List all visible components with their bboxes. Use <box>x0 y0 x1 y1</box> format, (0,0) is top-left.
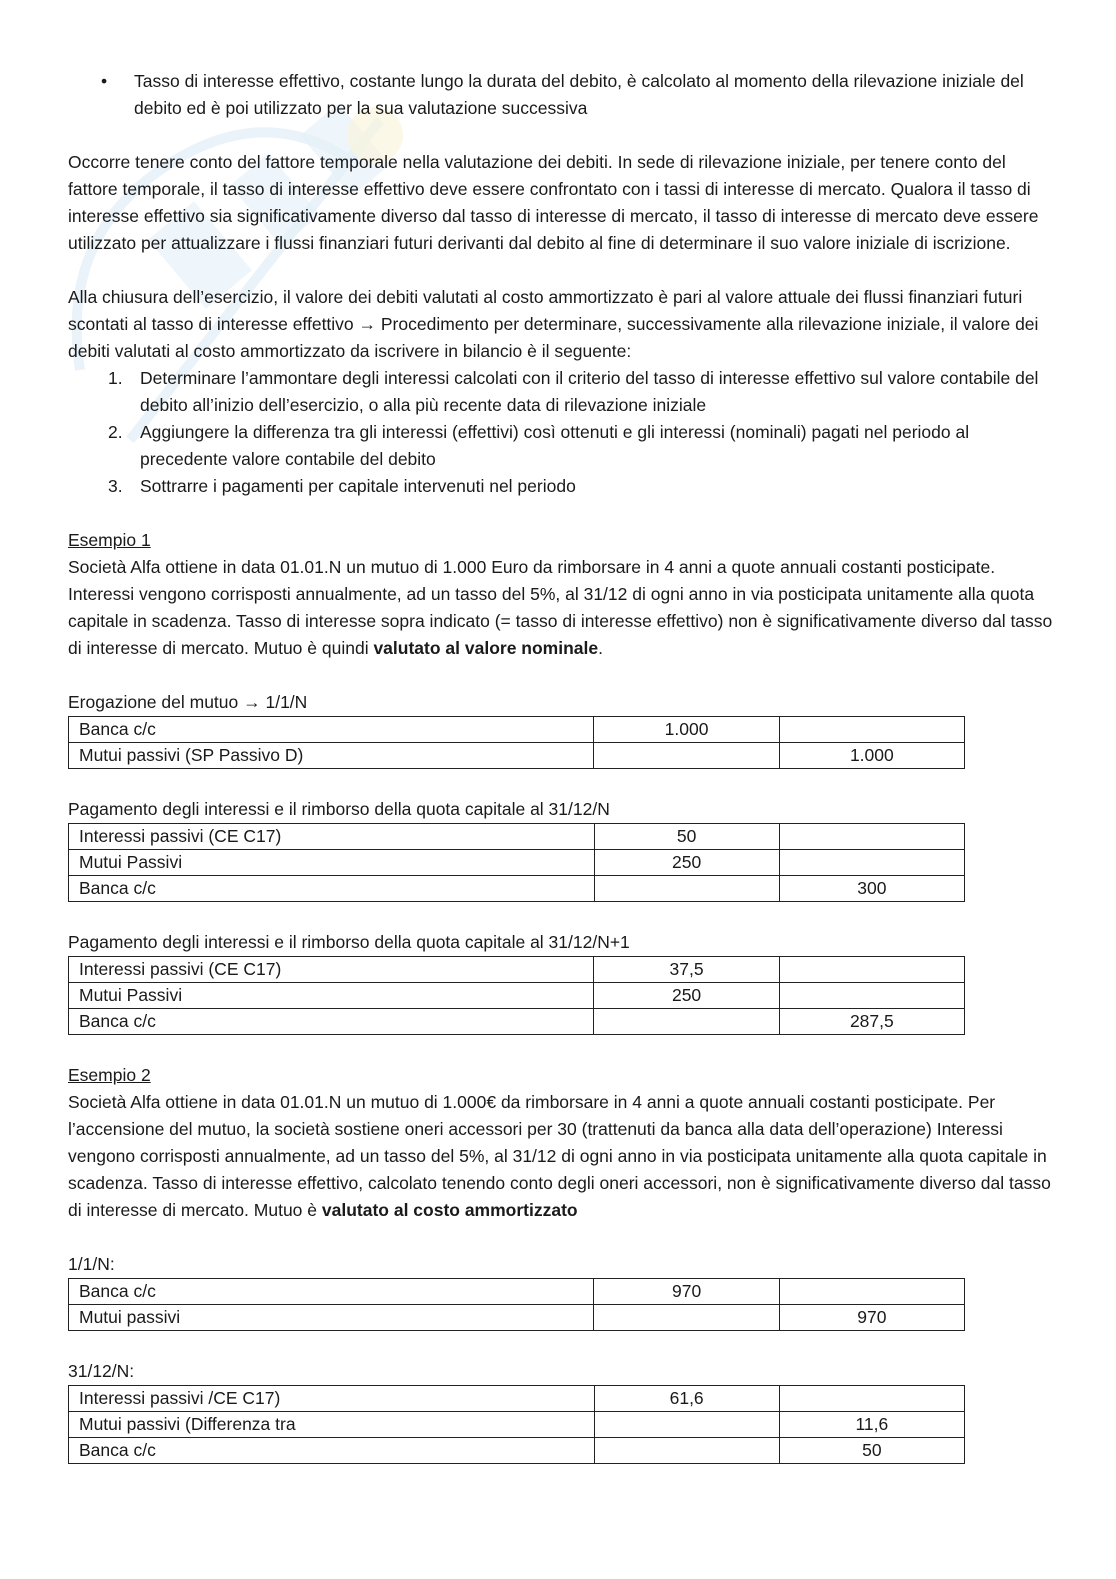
table-row: Banca c/c 970 <box>69 1279 965 1305</box>
table-row: Interessi passivi (CE C17) 37,5 <box>69 957 965 983</box>
journal-entry-table <box>68 1278 965 1331</box>
journal-entry-table <box>68 956 965 1035</box>
bullet-icon: • <box>101 71 108 91</box>
list-item <box>68 419 1058 473</box>
table-row: Mutui passivi 970 <box>69 1305 965 1331</box>
table-row: Interessi passivi (CE C17) 50 <box>69 824 965 850</box>
step-number: 3. <box>108 476 123 496</box>
example-1-bold: valutato al valore nominale <box>373 638 599 658</box>
example-1-entry-1-label: Erogazione del mutuo → 1/1/N <box>68 692 308 712</box>
journal-entry-table <box>68 1385 965 1464</box>
step-text: Sottrarre i pagamenti per capitale intervenuti nel periodo <box>140 476 576 496</box>
example-1-entry-3-label: Pagamento degli interessi e il rimborso della quota capitale al 31/12/N+1 <box>68 932 630 952</box>
example-2-text: Società Alfa ottiene in data 01.01.N un mutuo di 1.000€ da rimborsare in 4 anni a quote annuali costanti posticipate. Per l’accensione del mutuo, la società sostiene oneri accessori per 30 (trattenuti da banca alla data dell’operazione) Interessi vengono corrisposti annualmente, ad un tasso del 5%, al 31/12 di ogni anno in via posticipata unitamente alla quota capitale in scadenza. Tasso di interesse effettivo, calcolato tenendo conto degli oneri accessori, non è significativamente diverso dal tasso di interesse di mercato. Mutuo è valutato al costo ammortizzato <box>68 1092 1051 1220</box>
journal-entry-table <box>68 823 965 902</box>
document-page <box>68 68 1058 1464</box>
table-row: Banca c/c 1.000 <box>69 717 965 743</box>
example-1-heading: Esempio 1 <box>68 530 151 550</box>
table-row: Mutui Passivi 250 <box>69 850 965 876</box>
paragraph-time-factor: Occorre tenere conto del fattore temporale nella valutazione dei debiti. In sede di rilevazione iniziale, per tenere conto del fattore temporale, il tasso di interesse effettivo deve essere confrontato con i tassi di interesse di mercato. Qualora il tasso di interesse effettivo sia significativamente diverso dal tasso di interesse di mercato, il tasso di interesse di mercato deve essere utilizzato per attualizzare i flussi finanziari futuri derivanti dal debito al fine di determinare il suo valore iniziale di iscrizione. <box>68 152 1039 253</box>
table-row: Banca c/c 50 <box>69 1438 965 1464</box>
table-row: Interessi passivi /CE C17) 61,6 <box>69 1386 965 1412</box>
table-row: Mutui passivi (Differenza tra 11,6 <box>69 1412 965 1438</box>
example-1-text: Società Alfa ottiene in data 01.01.N un mutuo di 1.000 Euro da rimborsare in 4 anni a quote annuali costanti posticipate. Interessi vengono corrisposti annualmente, ad un tasso del 5%, al 31/12 di ogni anno in via posticipata unitamente alla quota capitale in scadenza. Tasso di interesse sopra indicato (= tasso di interesse effettivo) non è significativamente diverso dal tasso di interesse di mercato. Mutuo è quindi valutato al valore nominale. <box>68 557 1053 658</box>
table-row: Mutui Passivi 250 <box>69 983 965 1009</box>
procedure-steps <box>68 365 1058 500</box>
example-2-entry-2-label: 31/12/N: <box>68 1361 135 1381</box>
table-row: Mutui passivi (SP Passivo D) 1.000 <box>69 743 965 769</box>
journal-entry-table <box>68 716 965 769</box>
step-text: Aggiungere la differenza tra gli interessi (effettivi) così ottenuti e gli interessi (nominali) pagati nel periodo al precedente valore contabile del debito <box>140 422 970 469</box>
example-1-entry-2-label: Pagamento degli interessi e il rimborso della quota capitale al 31/12/N <box>68 799 610 819</box>
example-2-entry-1-label: 1/1/N: <box>68 1254 115 1274</box>
paragraph-amortized-cost: Alla chiusura dell’esercizio, il valore dei debiti valutati al costo ammortizzato è pari al valore attuale dei flussi finanziari futuri scontati al tasso di interesse effettivo → Procedimento per determinare, successivamente alla rilevazione iniziale, il valore dei debiti valutati al costo ammortizzato da iscrivere in bilancio è il seguente: <box>68 287 1039 361</box>
intro-bullet <box>68 68 1058 122</box>
step-text: Determinare l’ammontare degli interessi calcolati con il criterio del tasso di interesse effettivo sul valore contabile del debito all’inizio dell’esercizio, o alla più recente data di rilevazione iniziale <box>140 368 1039 415</box>
table-row: Banca c/c 300 <box>69 876 965 902</box>
intro-bullet-text: Tasso di interesse effettivo, costante lungo la durata del debito, è calcolato al momento della rilevazione iniziale del debito ed è poi utilizzato per la sua valutazione successiva <box>134 71 1024 118</box>
list-item <box>68 473 1058 500</box>
example-2-heading: Esempio 2 <box>68 1065 151 1085</box>
table-row: Banca c/c 287,5 <box>69 1009 965 1035</box>
step-number: 2. <box>108 422 123 442</box>
list-item <box>68 365 1058 419</box>
example-2-bold: valutato al costo ammortizzato <box>321 1200 578 1220</box>
step-number: 1. <box>108 368 123 388</box>
